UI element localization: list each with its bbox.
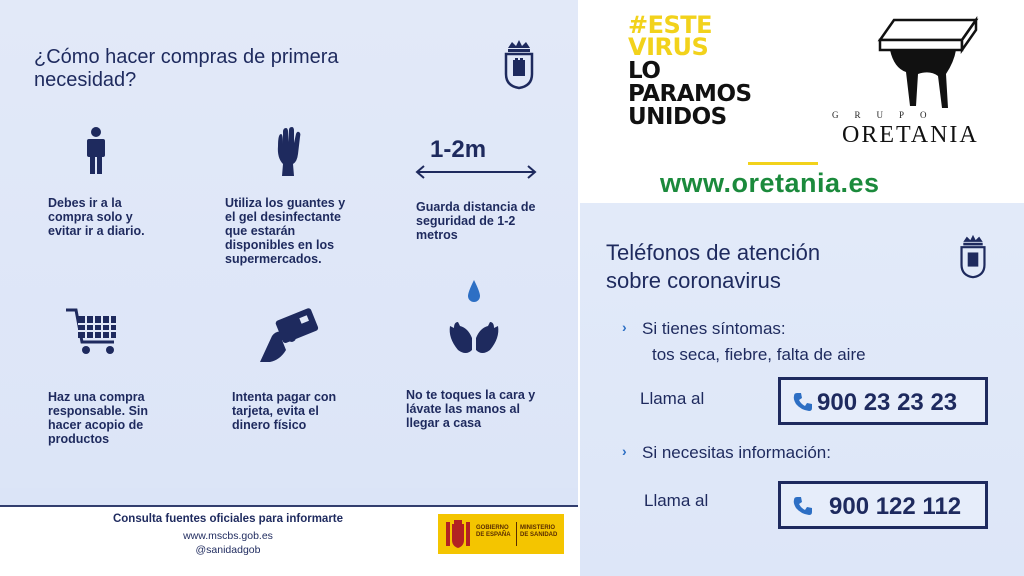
castilla-la-mancha-crest-icon [502, 38, 536, 90]
gov-separator [516, 522, 517, 546]
symptoms-list: tos seca, fiebre, falta de aire [652, 345, 866, 364]
phones-title-line-1: Teléfonos de atención [606, 240, 821, 265]
slogan-line-2: PARAMOS [628, 81, 752, 107]
footer-social-handle[interactable]: @sanidadgob [195, 544, 261, 556]
phone-icon [793, 496, 813, 516]
person-icon [84, 126, 108, 176]
brand-name: ORETANIA [842, 122, 979, 148]
slogan-line-3: UNIDOS [628, 104, 727, 130]
glove-icon [272, 126, 306, 178]
spain-coat-of-arms-icon [444, 518, 472, 550]
gov-label: GOBIERNO DE ESPAÑA [476, 525, 511, 538]
page-title: ¿Cómo hacer compras de primera necesidad? [34, 46, 339, 91]
tip-shop-alone: Debes ir a la compra solo y evitar ir a diario. [48, 196, 145, 238]
castilla-la-mancha-crest-icon [958, 233, 988, 279]
symptoms-phone-box[interactable] [778, 377, 988, 425]
slogan-line-1: LO [628, 58, 661, 84]
footer-top-band [0, 488, 578, 506]
oretania-website-link[interactable]: www.oretania.es [660, 168, 880, 198]
hashtag-line-1: #ESTE [628, 11, 713, 39]
oretania-capital-logo-icon [876, 16, 980, 110]
footer-website-link[interactable]: www.mscbs.gob.es [183, 530, 273, 542]
coronavirus-phones-panel [580, 203, 1024, 576]
url-accent-rule [748, 162, 818, 165]
distance-label: 1-2m [430, 136, 487, 163]
phones-title [606, 239, 926, 295]
este-virus-banner [580, 0, 1024, 200]
shopping-cart-icon [64, 306, 122, 358]
hashtag-line-2: VIRUS [628, 33, 709, 61]
footer-divider [0, 505, 578, 507]
hashtag-text [628, 11, 713, 61]
tip-keep-distance: Guarda distancia de seguridad de 1-2 metros [416, 200, 536, 242]
information-heading: Si necesitas información: [642, 443, 831, 462]
call-label-2: Llama al [644, 491, 709, 510]
tip-gloves-gel: Utiliza los guantes y el gel desinfectante que estarán disponibles en los supermercados. [225, 196, 346, 266]
ministry-label: MINISTERIO DE SANIDAD [520, 525, 558, 538]
distance-arrow-icon [414, 164, 538, 180]
tip-responsible-purchase: Haz una compra responsable. Sin hacer acopio de productos [48, 390, 149, 446]
official-sources-footer [0, 488, 578, 576]
chevron-right-icon: › [622, 319, 627, 335]
water-hands-icon [446, 278, 502, 358]
call-label-1: Llama al [640, 389, 705, 408]
tip-wash-hands: No te toques la cara y lávate las manos al llegar a casa [406, 388, 536, 430]
phone-number-information: 900 122 112 [829, 493, 962, 520]
slogan-text [628, 60, 752, 129]
chevron-right-icon: › [622, 443, 627, 459]
information-phone-box[interactable] [778, 481, 988, 529]
group-label: GRUPO [832, 110, 943, 120]
tip-pay-card: Intenta pagar con tarjeta, evita el dinero físico [232, 390, 337, 432]
footer-consult-text: Consulta fuentes oficiales para informarte [112, 513, 344, 525]
phones-title-line-2: sobre coronavirus [606, 268, 781, 293]
government-spain-logo [438, 514, 564, 554]
card-payment-icon [256, 306, 320, 364]
phone-icon [793, 392, 813, 412]
phone-number-symptoms: 900 23 23 23 [817, 389, 958, 416]
symptoms-heading: Si tienes síntomas: [642, 319, 786, 338]
